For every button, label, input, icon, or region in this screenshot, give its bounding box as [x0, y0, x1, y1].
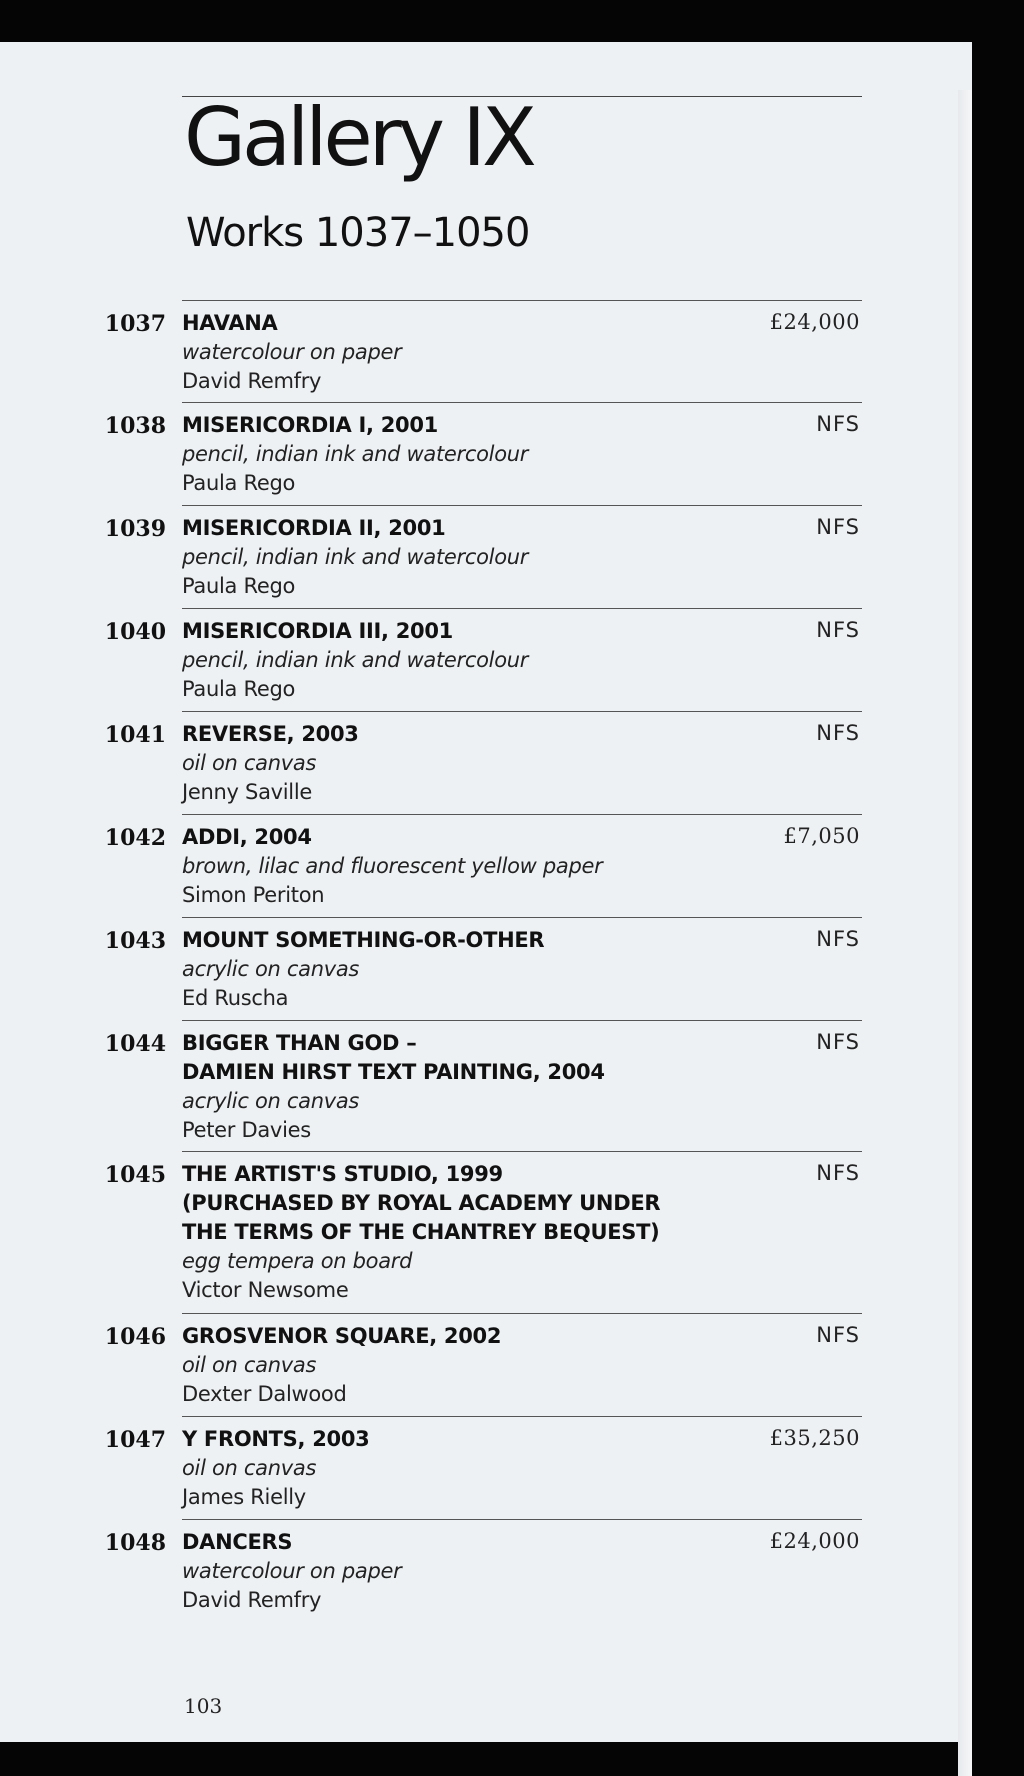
work-price: NFS	[816, 1323, 860, 1347]
work-number: 1047	[104, 1427, 166, 1453]
work-title	[182, 926, 742, 955]
work-medium: watercolour on paper	[182, 340, 402, 364]
work-medium: oil on canvas	[182, 1456, 317, 1480]
list-item	[104, 711, 862, 814]
list-item	[104, 1313, 862, 1416]
work-title	[182, 1322, 742, 1351]
work-number: 1039	[104, 516, 166, 542]
work-number: 1046	[104, 1324, 166, 1350]
work-medium: egg tempera on board	[182, 1249, 413, 1273]
work-artist: David Remfry	[182, 369, 322, 393]
list-item	[104, 1151, 862, 1313]
work-price: NFS	[816, 1030, 860, 1054]
work-title	[182, 720, 742, 749]
work-title-line: GROSVENOR SQUARE, 2002	[182, 1324, 502, 1348]
work-title	[182, 309, 742, 338]
work-title	[182, 617, 742, 646]
work-title-line: HAVANA	[182, 311, 278, 335]
work-artist: Paula Rego	[182, 677, 296, 701]
work-title-line: DAMIEN HIRST TEXT PAINTING, 2004	[182, 1060, 605, 1084]
work-medium: pencil, indian ink and watercolour	[182, 442, 529, 466]
work-price: NFS	[816, 721, 860, 745]
work-title-line: DANCERS	[182, 1530, 293, 1554]
work-artist: Jenny Saville	[182, 780, 312, 804]
work-medium: oil on canvas	[182, 1353, 317, 1377]
work-artist: Paula Rego	[182, 574, 296, 598]
work-title-line: THE ARTIST'S STUDIO, 1999	[182, 1162, 503, 1186]
work-title	[182, 514, 742, 543]
list-item	[104, 814, 862, 917]
work-title-line: (PURCHASED BY ROYAL ACADEMY UNDER	[182, 1191, 661, 1215]
list-item	[104, 300, 862, 402]
work-number: 1044	[104, 1031, 166, 1057]
work-title	[182, 411, 742, 440]
list-item	[104, 1416, 862, 1519]
work-medium: watercolour on paper	[182, 1559, 402, 1583]
catalogue-page	[0, 42, 972, 1742]
work-medium: pencil, indian ink and watercolour	[182, 648, 529, 672]
work-title-line: MISERICORDIA II, 2001	[182, 516, 446, 540]
work-artist: Ed Ruscha	[182, 986, 289, 1010]
work-title-line: Y FRONTS, 2003	[182, 1427, 370, 1451]
work-title-line: MISERICORDIA I, 2001	[182, 413, 438, 437]
list-item	[104, 1519, 862, 1622]
work-number: 1037	[104, 311, 166, 337]
list-item	[104, 608, 862, 711]
work-title	[182, 1160, 742, 1247]
work-medium: brown, lilac and fluorescent yellow paper	[182, 854, 603, 878]
work-number: 1048	[104, 1530, 166, 1556]
work-title	[182, 1425, 742, 1454]
work-price: NFS	[816, 412, 860, 436]
work-price: £24,000	[769, 310, 860, 334]
work-title-line: THE TERMS OF THE CHANTREY BEQUEST)	[182, 1220, 660, 1244]
work-medium: pencil, indian ink and watercolour	[182, 545, 529, 569]
work-artist: Peter Davies	[182, 1118, 311, 1142]
work-medium: oil on canvas	[182, 751, 317, 775]
work-title-line: MISERICORDIA III, 2001	[182, 619, 453, 643]
work-artist: James Rielly	[182, 1485, 306, 1509]
list-item	[104, 917, 862, 1020]
work-artist: David Remfry	[182, 1588, 322, 1612]
list-item	[104, 505, 862, 608]
list-item	[104, 1020, 862, 1151]
work-price: NFS	[816, 515, 860, 539]
work-medium: acrylic on canvas	[182, 1089, 360, 1113]
work-price: £35,250	[769, 1426, 860, 1450]
work-artist: Paula Rego	[182, 471, 296, 495]
work-title	[182, 1029, 742, 1087]
work-artist: Simon Periton	[182, 883, 325, 907]
work-title-line: ADDI, 2004	[182, 825, 312, 849]
work-number: 1040	[104, 619, 166, 645]
work-title-line: REVERSE, 2003	[182, 722, 359, 746]
page-title: Gallery IX	[184, 91, 533, 184]
work-price: NFS	[816, 1161, 860, 1185]
work-price: £24,000	[769, 1529, 860, 1553]
work-price: NFS	[816, 927, 860, 951]
work-title	[182, 823, 742, 852]
work-title-line: BIGGER THAN GOD –	[182, 1031, 417, 1055]
work-title-line: MOUNT SOMETHING-OR-OTHER	[182, 928, 545, 952]
work-number: 1042	[104, 825, 166, 851]
work-number: 1045	[104, 1162, 166, 1188]
page-number: 103	[184, 1694, 223, 1718]
works-list	[0, 300, 972, 1622]
work-number: 1038	[104, 413, 166, 439]
work-artist: Victor Newsome	[182, 1278, 349, 1302]
work-number: 1043	[104, 928, 166, 954]
work-title	[182, 1528, 742, 1557]
work-artist: Dexter Dalwood	[182, 1382, 347, 1406]
work-price: £7,050	[783, 824, 860, 848]
page-subtitle: Works 1037–1050	[186, 210, 530, 256]
work-price: NFS	[816, 618, 860, 642]
list-item	[104, 402, 862, 505]
work-number: 1041	[104, 722, 166, 748]
work-medium: acrylic on canvas	[182, 957, 360, 981]
